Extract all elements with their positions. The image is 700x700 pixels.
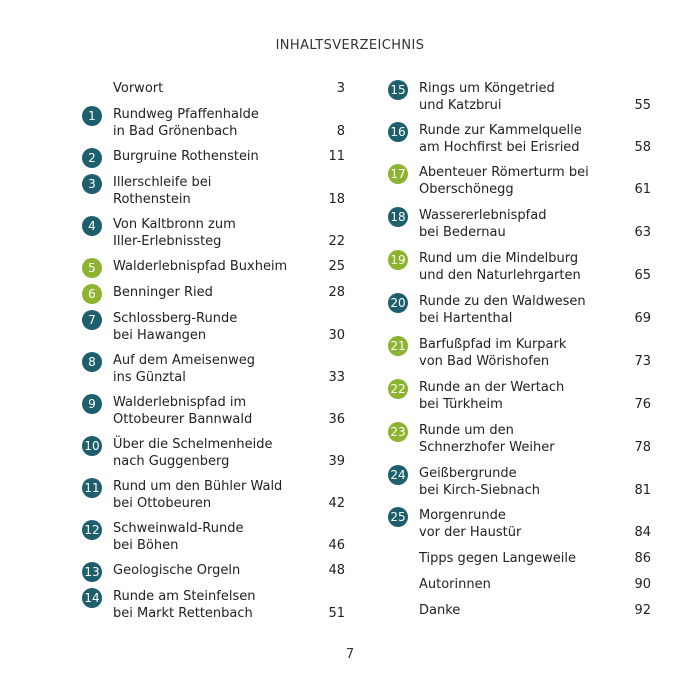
toc-entry-page: 33 xyxy=(328,370,345,385)
toc-entry-label-line: in Bad Grönenbach xyxy=(113,124,238,139)
toc-entry-page: 73 xyxy=(634,354,651,369)
tour-number-badge: 14 xyxy=(82,588,102,608)
toc-entry-label xyxy=(113,394,305,428)
toc-entry-label xyxy=(419,550,611,567)
tour-number-badge: 22 xyxy=(388,379,408,399)
toc-entry-label xyxy=(113,284,305,301)
toc-entry-label-line: Rings um Köngetried xyxy=(419,81,555,96)
toc-entry-label-line: Autorinnen xyxy=(419,577,491,592)
toc-entry-page: 36 xyxy=(328,412,345,427)
tour-number-badge: 18 xyxy=(388,207,408,227)
toc-entry-label xyxy=(419,602,611,619)
toc-entry-label xyxy=(113,520,305,554)
toc-entry-label-line: Morgenrunde xyxy=(419,508,506,523)
toc-entry-label-line: Von Kaltbronn zum xyxy=(113,217,236,232)
toc-entry-page: 22 xyxy=(328,234,345,249)
toc-entry-label-line: Iller-Erlebnissteg xyxy=(113,234,222,249)
toc-entry-label xyxy=(113,216,305,250)
toc-entry-label xyxy=(419,465,611,499)
toc-entry-label-line: Tipps gegen Langeweile xyxy=(419,551,576,566)
toc-entry-label xyxy=(419,379,611,413)
toc-entry-page: 25 xyxy=(328,259,345,274)
toc-entry-label xyxy=(113,562,305,579)
toc-entry-page: 8 xyxy=(336,124,345,139)
toc-entry-label-line: bei Markt Rettenbach xyxy=(113,606,253,621)
tour-number-badge: 19 xyxy=(388,250,408,270)
toc-entry-label-line: Walderlebnispfad im xyxy=(113,395,247,410)
toc-entry-label-line: Illerschleife bei xyxy=(113,175,212,190)
toc-entry-label xyxy=(419,576,611,593)
toc-entry-label-line: Wassererlebnispfad xyxy=(419,208,547,223)
toc-entry-label-line: am Hochfirst bei Erisried xyxy=(419,140,580,155)
toc-entry-page: 51 xyxy=(328,606,345,621)
toc-entry-label xyxy=(113,258,305,275)
toc-entry-label xyxy=(113,310,305,344)
tour-number-badge: 17 xyxy=(388,164,408,184)
toc-entry-page: 48 xyxy=(328,563,345,578)
tour-number-badge: 15 xyxy=(388,80,408,100)
toc-entry-label-line: Auf dem Ameisenweg xyxy=(113,353,255,368)
toc-entry-page: 84 xyxy=(634,525,651,540)
tour-number-badge: 8 xyxy=(82,352,102,372)
toc-entry-page: 81 xyxy=(634,483,651,498)
toc-entry-page: 11 xyxy=(328,149,345,164)
toc-entry-label-line: Vorwort xyxy=(113,81,164,96)
toc-entry-label-line: Über die Schelmenheide xyxy=(113,437,273,452)
toc-entry-page: 86 xyxy=(634,551,651,566)
toc-entry-label xyxy=(419,507,611,541)
toc-entry-page: 90 xyxy=(634,577,651,592)
toc-entry-label-line: Geologische Orgeln xyxy=(113,563,241,578)
toc-entry-page: 55 xyxy=(634,98,651,113)
toc-entry-label-line: Runde an der Wertach xyxy=(419,380,565,395)
toc-entry-label-line: bei Hawangen xyxy=(113,328,207,343)
toc-entry-page: 46 xyxy=(328,538,345,553)
toc-entry-label-line: Runde am Steinfelsen xyxy=(113,589,256,604)
tour-number-badge: 1 xyxy=(82,106,102,126)
toc-entry-label xyxy=(419,336,611,370)
tour-number-badge: 24 xyxy=(388,465,408,485)
toc-entry-label xyxy=(419,422,611,456)
tour-number-badge: 10 xyxy=(82,436,102,456)
toc-entry-label-line: Rundweg Pfaffenhalde xyxy=(113,107,259,122)
toc-entry-page: 39 xyxy=(328,454,345,469)
toc-entry-label-line: Schnerzhofer Weiher xyxy=(419,440,555,455)
tour-number-badge: 3 xyxy=(82,174,102,194)
tour-number-badge: 12 xyxy=(82,520,102,540)
toc-entry-label-line: von Bad Wörishofen xyxy=(419,354,550,369)
tour-number-badge: 6 xyxy=(82,284,102,304)
toc-entry-label xyxy=(113,80,305,97)
toc-entry-label-line: Runde zu den Waldwesen xyxy=(419,294,586,309)
tour-number-badge: 16 xyxy=(388,122,408,142)
tour-number-badge: 11 xyxy=(82,478,102,498)
toc-entry-page: 3 xyxy=(336,81,345,96)
toc-entry-label-line: Barfußpfad im Kurpark xyxy=(419,337,567,352)
toc-entry-label-line: bei Hartenthal xyxy=(419,311,513,326)
toc-entry-label-line: bei Ottobeuren xyxy=(113,496,212,511)
toc-entry-label-line: bei Böhen xyxy=(113,538,179,553)
toc-entry-label-line: Ottobeurer Bannwald xyxy=(113,412,253,427)
toc-entry-label xyxy=(419,250,611,284)
toc-entry-label xyxy=(419,80,611,114)
toc-entry-label-line: Walderlebnispfad Buxheim xyxy=(113,259,288,274)
toc-entry-label-line: Runde um den xyxy=(419,423,514,438)
toc-entry-label xyxy=(419,293,611,327)
toc-entry-label xyxy=(419,122,611,156)
toc-entry-page: 92 xyxy=(634,603,651,618)
page-number: 7 xyxy=(345,647,355,662)
toc-entry-label xyxy=(113,106,305,140)
toc-entry-label-line: Oberschönegg xyxy=(419,182,514,197)
toc-entry-label-line: bei Kirch-Siebnach xyxy=(419,483,540,498)
tour-number-badge: 7 xyxy=(82,310,102,330)
toc-entry-label-line: Benninger Ried xyxy=(113,285,213,300)
toc-entry-label xyxy=(113,174,305,208)
toc-entry-label xyxy=(113,478,305,512)
toc-entry-label-line: Schlossberg-Runde xyxy=(113,311,238,326)
tour-number-badge: 21 xyxy=(388,336,408,356)
toc-entry-label-line: Danke xyxy=(419,603,461,618)
toc-entry-label-line: Rothenstein xyxy=(113,192,191,207)
toc-entry-label xyxy=(419,164,611,198)
toc-entry-label-line: Burgruine Rothenstein xyxy=(113,149,259,164)
tour-number-badge: 20 xyxy=(388,293,408,313)
toc-entry-page: 65 xyxy=(634,268,651,283)
toc-entry-label-line: vor der Haustür xyxy=(419,525,522,540)
page-title: INHALTSVERZEICHNIS xyxy=(275,38,425,53)
toc-entry-page: 18 xyxy=(328,192,345,207)
toc-entry-page: 76 xyxy=(634,397,651,412)
tour-number-badge: 2 xyxy=(82,148,102,168)
tour-number-badge: 23 xyxy=(388,422,408,442)
toc-entry-page: 28 xyxy=(328,285,345,300)
toc-entry-label-line: Rund um die Mindelburg xyxy=(419,251,579,266)
toc-entry-label-line: ins Günztal xyxy=(113,370,186,385)
toc-entry-page: 69 xyxy=(634,311,651,326)
toc-entry-label xyxy=(113,436,305,470)
toc-entry-label xyxy=(113,352,305,386)
toc-entry-label-line: Abenteuer Römerturm bei xyxy=(419,165,589,180)
toc-entry-label-line: bei Bedernau xyxy=(419,225,506,240)
tour-number-badge: 25 xyxy=(388,507,408,527)
tour-number-badge: 13 xyxy=(82,562,102,582)
toc-entry-label-line: Runde zur Kammelquelle xyxy=(419,123,582,138)
tour-number-badge: 5 xyxy=(82,258,102,278)
tour-number-badge: 4 xyxy=(82,216,102,236)
toc-entry-page: 42 xyxy=(328,496,345,511)
toc-entry-page: 58 xyxy=(634,140,651,155)
toc-entry-label-line: nach Guggenberg xyxy=(113,454,230,469)
toc-entry-page: 78 xyxy=(634,440,651,455)
toc-entry-label xyxy=(419,207,611,241)
toc-entry-label-line: Geißbergrunde xyxy=(419,466,517,481)
toc-entry-label-line: und den Naturlehrgarten xyxy=(419,268,581,283)
toc-entry-label-line: und Katzbrui xyxy=(419,98,502,113)
toc-entry-label-line: Schweinwald-Runde xyxy=(113,521,244,536)
toc-entry-page: 63 xyxy=(634,225,651,240)
toc-entry-label-line: bei Türkheim xyxy=(419,397,503,412)
toc-entry-label-line: Rund um den Bühler Wald xyxy=(113,479,283,494)
tour-number-badge: 9 xyxy=(82,394,102,414)
toc-entry-label xyxy=(113,148,305,165)
toc-entry-page: 30 xyxy=(328,328,345,343)
toc-entry-label xyxy=(113,588,305,622)
toc-entry-page: 61 xyxy=(634,182,651,197)
